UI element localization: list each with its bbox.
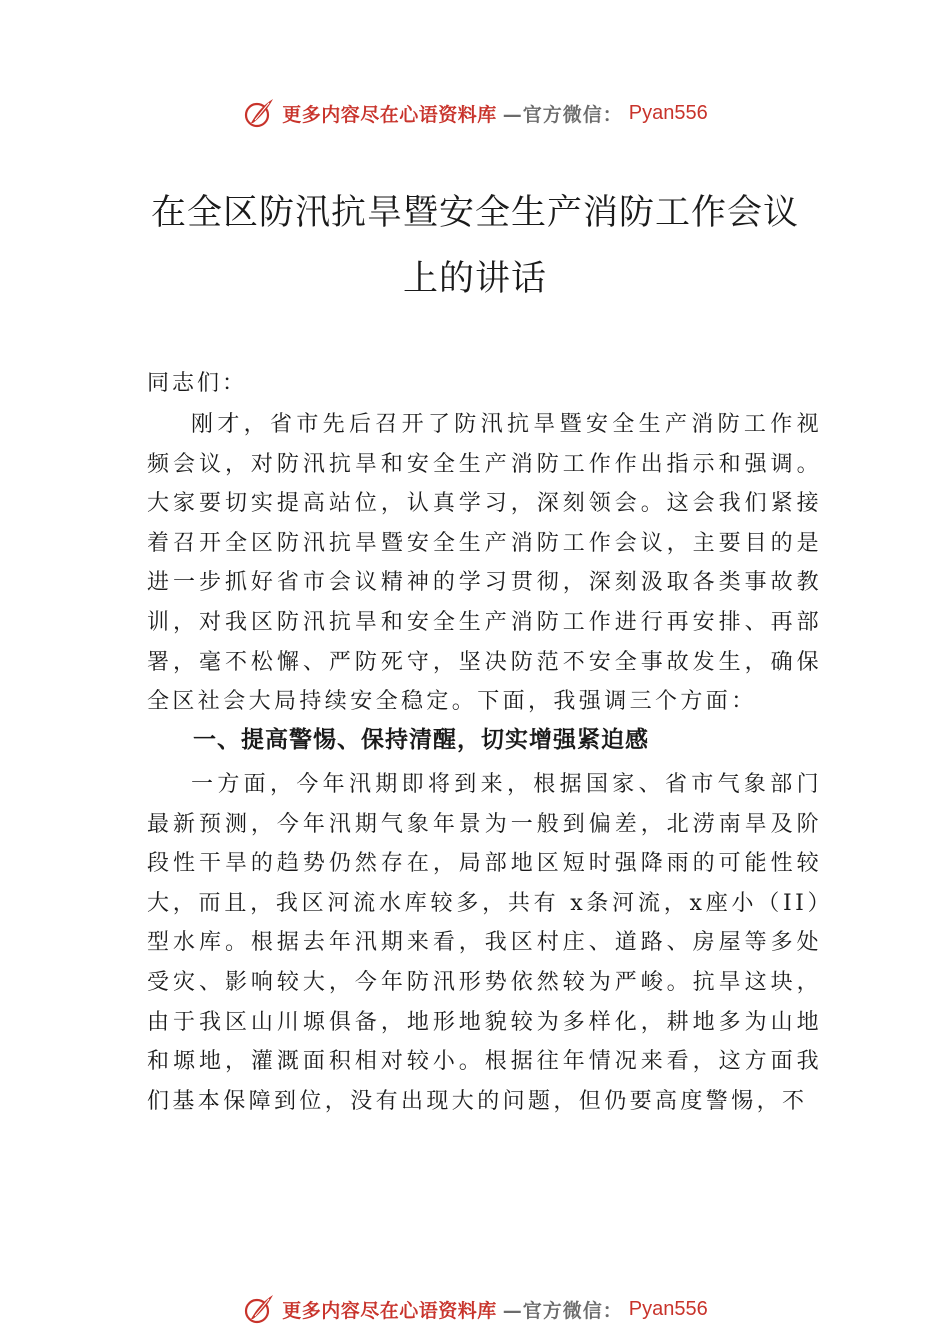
intro-paragraph: 刚才，省市先后召开了防汛抗旱暨安全生产消防工作视频会议，对防汛抗旱和安全生产消防工作作出指示和强调。 大家要切实提高站位，认真学习，深刻领会。这会我们紧接着召开全区防汛抗旱暨安全生产消防工作会议，主要目的是进一步抓好省市会议精神的学习贯彻，深刻汲取各类事故教训，对我区防汛抗旱和安全生产消防工作进行再安排、再部署，毫不松懈、严防死守，坚决防范不安全事故发生，确保全区社会大局持续安全稳定。下面，我强调三个方面： (147, 412, 822, 715)
quill-pen-logo-icon (242, 96, 276, 130)
banner-wechat-id: Pyan556 (628, 101, 708, 124)
banner-library-text: 更多内容尽在心语资料库 (282, 103, 497, 126)
section-1-heading: 一、提高警惕、保持清醒，切实增强紧迫感 (193, 727, 649, 753)
quill-pen-logo-icon (242, 1292, 276, 1326)
footer-banner (0, 1289, 950, 1329)
section-1-paragraph: 一方面，今年汛期即将到来，根据国家、省市气象部门最新预测，今年汛期气象年景为一般到偏差，北涝南旱及阶段性干旱的趋势仍然存在，局部地区短时强降雨的可能性较大，而且，我区河流水库较多，共有 x条河流，x座小（II）型水库。根据去年汛期来看，我区村庄、道路、房屋等多处受灾、影响较大，今年防汛形势依然较为严峻。抗旱这块， 由于我区山川塬俱备，地形地貌较为多样化，耕地多为山地和塬地，灌溉面积相对较小。根据往年情况来看，这方面我们基本保障到位，没有出现大的问题，但仍要高度警惕，不 (147, 772, 822, 1114)
banner-wechat-label: —官方微信： (502, 1299, 623, 1322)
document-title-line-1: 在全区防汛抗旱暨安全生产消防工作会议 (150, 193, 799, 233)
banner-wechat-id: Pyan556 (628, 1297, 708, 1320)
banner-wechat-label: —官方微信： (502, 103, 623, 126)
intro-block (147, 405, 822, 722)
greeting: 同志们： (147, 371, 248, 396)
header-banner (0, 93, 950, 133)
banner-library-text: 更多内容尽在心语资料库 (282, 1299, 497, 1322)
section-1-block (147, 765, 822, 1121)
document-title-line-2: 上的讲话 (402, 259, 547, 299)
